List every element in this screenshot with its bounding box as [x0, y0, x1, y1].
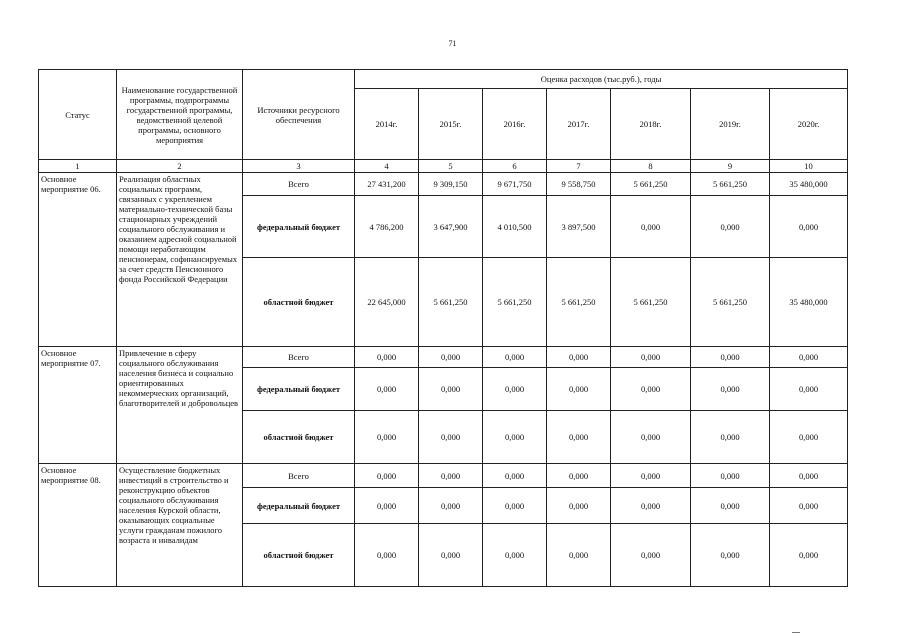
measure-status: Основное мероприятие 07.: [39, 347, 117, 464]
source-label: областной бюджет: [243, 411, 355, 464]
value-cell: 0,000: [547, 488, 611, 524]
column-number: 10: [770, 160, 848, 173]
budget-table: [38, 69, 848, 587]
value-cell: 5 661,250: [419, 258, 483, 347]
value-cell: 0,000: [483, 524, 547, 587]
header-estimate: Оценка расходов (тыс.руб.), годы: [355, 70, 848, 89]
value-cell: 35 480,000: [770, 173, 848, 196]
value-cell: 0,000: [483, 347, 547, 368]
header-year: 2020г.: [770, 89, 848, 160]
value-cell: 0,000: [483, 488, 547, 524]
value-cell: 0,000: [483, 368, 547, 411]
source-label: федеральный бюджет: [243, 368, 355, 411]
value-cell: 0,000: [611, 347, 691, 368]
value-cell: 0,000: [547, 464, 611, 488]
value-cell: 0,000: [419, 411, 483, 464]
value-cell: 0,000: [419, 524, 483, 587]
column-number: 4: [355, 160, 419, 173]
value-cell: 0,000: [611, 524, 691, 587]
value-cell: 0,000: [611, 411, 691, 464]
value-cell: 4 010,500: [483, 196, 547, 258]
value-cell: 3 647,900: [419, 196, 483, 258]
value-cell: 0,000: [770, 488, 848, 524]
value-cell: 0,000: [611, 488, 691, 524]
table-row: [39, 464, 848, 488]
value-cell: 0,000: [483, 411, 547, 464]
table-row: [39, 173, 848, 196]
source-label: областной бюджет: [243, 524, 355, 587]
value-cell: 5 661,250: [483, 258, 547, 347]
value-cell: 5 661,250: [611, 173, 691, 196]
source-label: областной бюджет: [243, 258, 355, 347]
column-number: 7: [547, 160, 611, 173]
column-number: 8: [611, 160, 691, 173]
value-cell: 0,000: [355, 464, 419, 488]
header-year: 2016г.: [483, 89, 547, 160]
measure-name: Осуществление бюджетных инвестиций в строительство и реконструкцию объектов социального обслуживания населения Курской области, оказывающих социальные услуги гражданам пожилого возраста и инвалидам: [117, 464, 243, 587]
source-label: федеральный бюджет: [243, 488, 355, 524]
value-cell: 22 645,000: [355, 258, 419, 347]
value-cell: 0,000: [483, 464, 547, 488]
measure-name: Привлечение в сферу социального обслуживания населения бизнеса и социально ориентированных некоммерческих организаций, благотворителей и добровольцев: [117, 347, 243, 464]
header-status: Статус: [39, 70, 117, 160]
value-cell: 5 661,250: [691, 173, 770, 196]
source-label: федеральный бюджет: [243, 196, 355, 258]
measure-status: Основное мероприятие 06.: [39, 173, 117, 347]
value-cell: 0,000: [547, 368, 611, 411]
measure-status: Основное мероприятие 08.: [39, 464, 117, 587]
value-cell: 0,000: [691, 347, 770, 368]
value-cell: 0,000: [547, 347, 611, 368]
value-cell: 9 309,150: [419, 173, 483, 196]
column-number: 6: [483, 160, 547, 173]
value-cell: 0,000: [611, 196, 691, 258]
source-label: Всего: [243, 173, 355, 196]
source-label: Всего: [243, 464, 355, 488]
page-number: 71: [448, 39, 457, 48]
header-year: 2019г.: [691, 89, 770, 160]
value-cell: 0,000: [355, 347, 419, 368]
header-year: 2018г.: [611, 89, 691, 160]
value-cell: 9 558,750: [547, 173, 611, 196]
value-cell: 5 661,250: [611, 258, 691, 347]
value-cell: 0,000: [355, 368, 419, 411]
value-cell: 0,000: [419, 347, 483, 368]
value-cell: 0,000: [770, 347, 848, 368]
value-cell: 0,000: [419, 488, 483, 524]
column-number: 2: [117, 160, 243, 173]
value-cell: 0,000: [355, 411, 419, 464]
value-cell: 0,000: [770, 411, 848, 464]
header-year: 2015г.: [419, 89, 483, 160]
scan-mark: [792, 630, 800, 633]
header-year: 2017г.: [547, 89, 611, 160]
value-cell: 3 897,500: [547, 196, 611, 258]
value-cell: 0,000: [691, 464, 770, 488]
value-cell: 0,000: [770, 196, 848, 258]
value-cell: 0,000: [691, 196, 770, 258]
value-cell: 0,000: [419, 368, 483, 411]
column-number: 1: [39, 160, 117, 173]
value-cell: 9 671,750: [483, 173, 547, 196]
column-number: 9: [691, 160, 770, 173]
value-cell: 0,000: [691, 411, 770, 464]
value-cell: 0,000: [611, 464, 691, 488]
value-cell: 5 661,250: [691, 258, 770, 347]
value-cell: 0,000: [691, 368, 770, 411]
value-cell: 0,000: [770, 368, 848, 411]
value-cell: 0,000: [691, 488, 770, 524]
value-cell: 35 480,000: [770, 258, 848, 347]
value-cell: 0,000: [547, 411, 611, 464]
value-cell: 0,000: [611, 368, 691, 411]
measure-name: Реализация областных социальных программ, связанных с укреплением материально-технической базы стационарных учреждений социального обслуживания и оказанием адресной социальной помощи неработающим пенсионерам, софинансируемых за счет средств Пенсионного фонда Российской Федерации: [117, 173, 243, 347]
value-cell: 27 431,200: [355, 173, 419, 196]
value-cell: 0,000: [355, 524, 419, 587]
value-cell: 0,000: [419, 464, 483, 488]
value-cell: 5 661,250: [547, 258, 611, 347]
header-sources: Источники ресурсного обеспечения: [243, 70, 355, 160]
value-cell: 0,000: [770, 464, 848, 488]
header-year: 2014г.: [355, 89, 419, 160]
value-cell: 4 786,200: [355, 196, 419, 258]
value-cell: 0,000: [355, 488, 419, 524]
column-number: 3: [243, 160, 355, 173]
value-cell: 0,000: [770, 524, 848, 587]
column-number: 5: [419, 160, 483, 173]
value-cell: 0,000: [547, 524, 611, 587]
value-cell: 0,000: [691, 524, 770, 587]
source-label: Всего: [243, 347, 355, 368]
header-program-name: Наименование государственной программы, подпрограммы государственной программы, ведомственной целевой программы, основного мероприятия: [117, 70, 243, 160]
table-row: [39, 347, 848, 368]
